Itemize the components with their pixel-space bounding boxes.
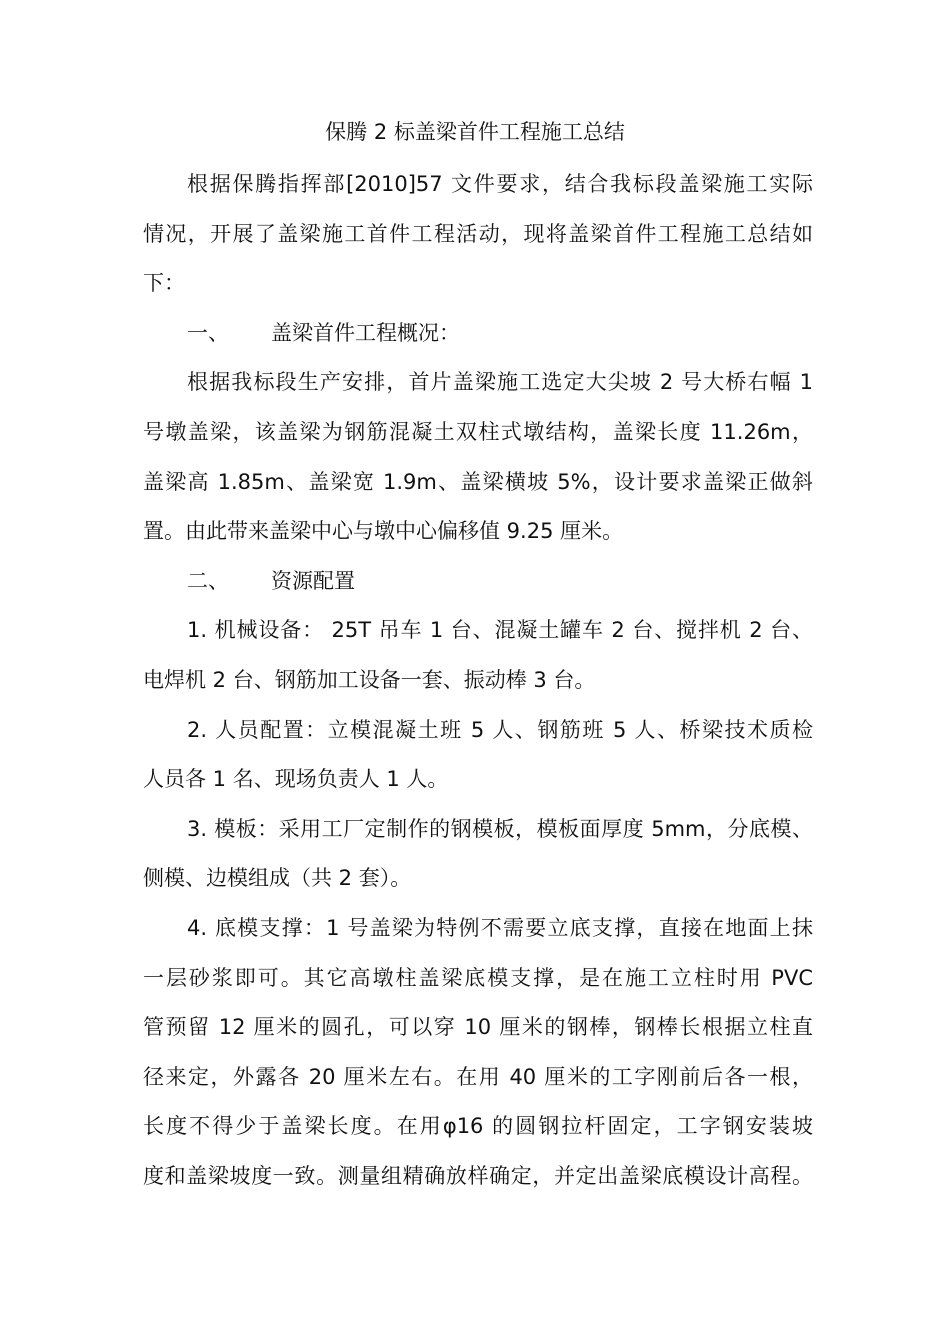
paragraph-line: 号墩盖梁，该盖梁为钢筋混凝土双柱式墩结构，盖梁长度 11.26m， — [143, 419, 813, 444]
paragraph-line: 电焊机 2 台、钢筋加工设备一套、振动棒 3 台。 — [143, 667, 596, 692]
paragraph-line: 3. 模板：采用工厂定制作的钢模板，模板面厚度 5mm，分底模、 — [187, 816, 813, 841]
section-title: 盖梁首件工程概况： — [271, 320, 460, 345]
document-title: 保腾 2 标盖梁首件工程施工总结 — [325, 120, 625, 144]
section-heading-resources — [143, 557, 813, 607]
paragraph-line: 度和盖梁坡度一致。测量组精确放样确定，并定出盖梁底模设计高程。 — [143, 1163, 813, 1188]
section-title: 资源配置 — [271, 568, 355, 593]
paragraph-line: 人员各 1 名、现场负责人 1 人。 — [143, 767, 449, 792]
paragraph-line: 1. 机械设备： 25T 吊车 1 台、混凝土罐车 2 台、搅拌机 2 台、 — [187, 618, 813, 643]
section-heading-overview — [143, 309, 813, 359]
paragraph-line: 4. 底模支撑：1 号盖梁为特例不需要立底支撑，直接在地面上抹 — [187, 915, 813, 940]
paragraph-line: 管预留 12 厘米的圆孔，可以穿 10 厘米的钢棒，钢棒长根据立柱直 — [143, 1015, 813, 1040]
paragraph-line: 盖梁高 1.85m、盖梁宽 1.9m、盖梁横坡 5%，设计要求盖梁正做斜 — [143, 469, 813, 494]
paragraph-line: 长度不得少于盖梁长度。在用φ16 的圆钢拉杆固定，工字钢安装坡 — [143, 1114, 813, 1139]
section-number: 一、 — [187, 320, 229, 345]
section-number: 二、 — [187, 568, 229, 593]
paragraph-line: 置。由此带来盖梁中心与墩中心偏移值 9.25 厘米。 — [143, 519, 624, 544]
paragraph-line: 根据我标段生产安排，首片盖梁施工选定大尖坡 2 号大桥右幅 1 — [187, 370, 813, 395]
paragraph-line: 径来定，外露各 20 厘米左右。在用 40 厘米的工字刚前后各一根， — [143, 1064, 813, 1089]
paragraph-line: 一层砂浆即可。其它高墩柱盖梁底模支撑，是在施工立柱时用 PVC — [143, 965, 813, 990]
paragraph-line: 情况，开展了盖梁施工首件工程活动，现将盖梁首件工程施工总结如 — [143, 221, 813, 246]
paragraph-line: 根据保腾指挥部[2010]57 文件要求，结合我标段盖梁施工实际 — [187, 172, 813, 196]
paragraph-line: 侧模、边模组成（共 2 套）。 — [143, 866, 412, 891]
paragraph-line: 2. 人员配置：立模混凝土班 5 人、钢筋班 5 人、桥梁技术质检 — [187, 717, 813, 742]
paragraph-line: 下： — [143, 271, 185, 296]
document-body — [143, 160, 813, 1201]
